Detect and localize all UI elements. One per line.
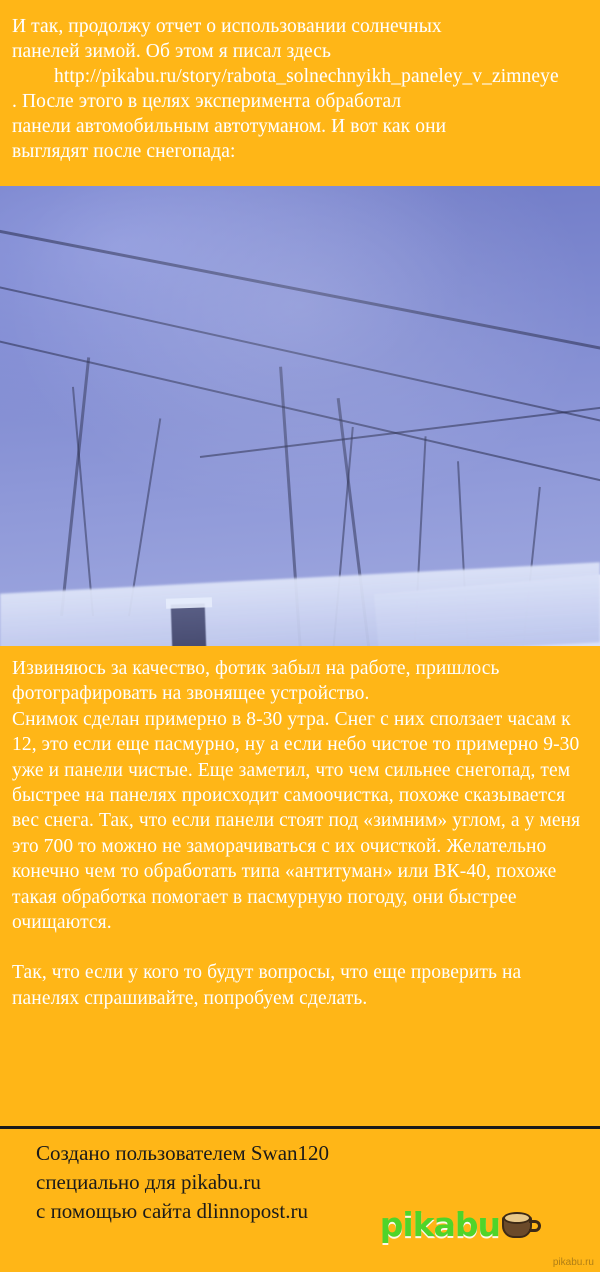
post-footer [0,1126,600,1272]
footer-line-1: Создано пользователем Swan120 [36,1141,330,1165]
intro-line-2: панелей зимой. Об этом я писал здесь [12,41,331,62]
body-text-block [0,646,600,1023]
intro-text-block [0,0,600,186]
body-paragraph-1: Извиняюсь за качество, фотик забыл на работе, пришлось фотографировать на звонящее устройство. [12,658,500,705]
pikabu-logo[interactable] [380,1205,542,1244]
body-paragraph-3: Так, что если у кого то будут вопросы, что еще проверить на панелях спрашивайте, попробуем сделать. [12,962,522,1009]
body-paragraph-2: Снимок сделан примерно в 8-30 утра. Снег с них сползает часам к 12, это если еще пасмурно, ну а если небо чистое то примерно 9-30 уже и панели чистые. Еще заметил, что чем сильнее снегопад, тем быстрее на панелях происходит самоочистка, похоже сказывается вес снега. Так, что если панели стоят под «зимним» углом, а у меня это 700 то можно не заморачиваться с их очисткой. Желательно конечно чем то обработать типа «антитуман» или ВК-40, похоже такая обработка помогает в пасмурную погоду, они быстрее очищаются. [12,708,581,934]
intro-line-4: панели автомобильным автотуманом. И вот как они [12,116,447,137]
footer-line-2: специально для pikabu.ru [36,1170,261,1194]
pikabu-logo-text: pikab [379,1205,478,1244]
intro-line-5: выглядят после снегопада: [12,141,236,162]
intro-line-3: . После этого в целях эксперимента обработал [12,91,402,112]
coffee-cup-icon [500,1208,542,1242]
watermark: pikabu.ru [552,1257,594,1268]
footer-line-3[interactable]: с помощью сайта dlinnopost.ru [36,1199,308,1223]
chimney [171,603,208,646]
chimney-snow-cap [166,597,212,609]
post-photo [0,186,600,646]
story-link[interactable]: http://pikabu.ru/story/rabota_solnechnyikh_paneley_v_zimneye [54,66,559,87]
pikabu-logo-text-suffix: u [477,1205,500,1244]
intro-line-1: И так, продолжу отчет о использовании солнечных [12,16,442,37]
